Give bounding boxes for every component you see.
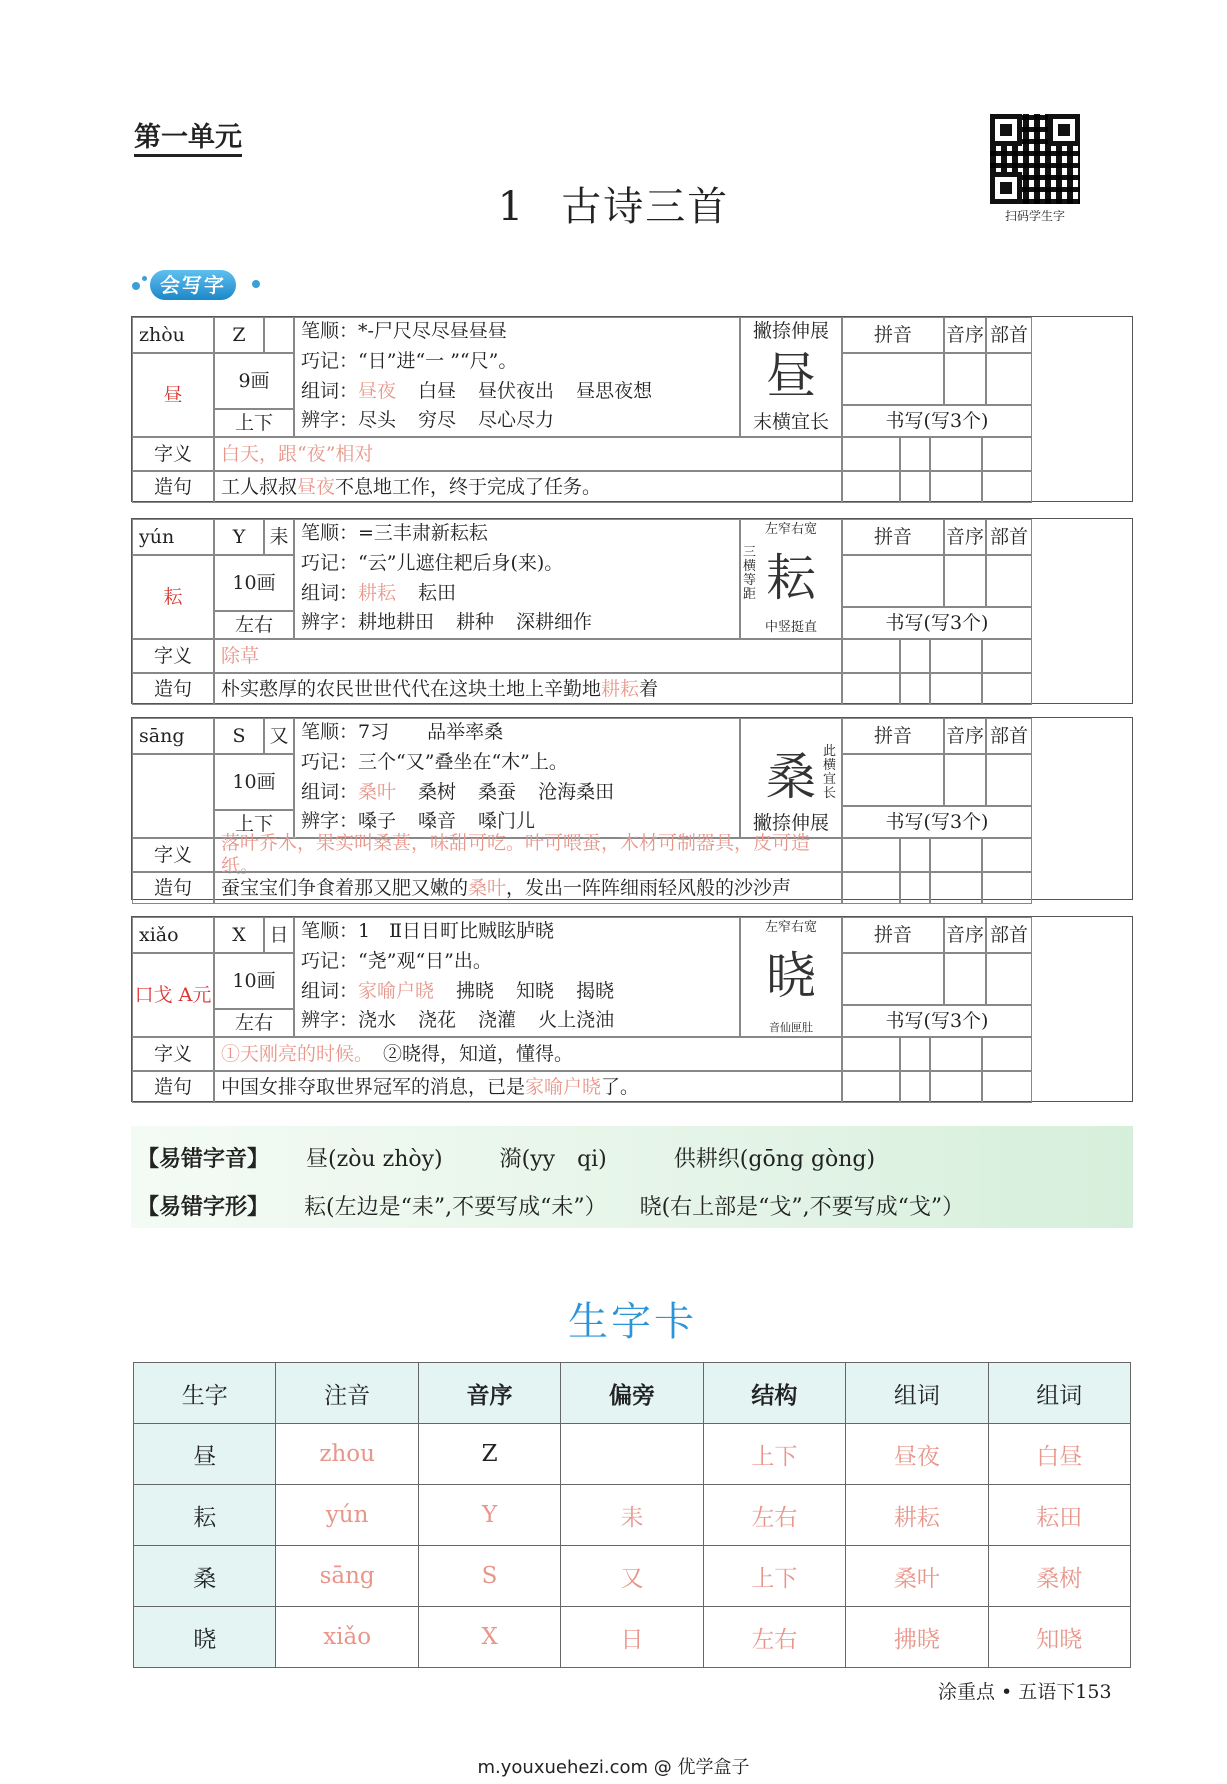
distinguish-word: 耕种 xyxy=(456,611,495,634)
card-initial: Y xyxy=(214,519,264,555)
table-cell: S xyxy=(418,1546,560,1607)
table-header: 组词 xyxy=(846,1363,988,1424)
sentence-cell xyxy=(214,673,842,705)
meaning-label: 字义 xyxy=(132,1037,214,1071)
calligraphy-box xyxy=(740,519,842,639)
col-order: 音序 xyxy=(944,519,986,555)
qr-code[interactable] xyxy=(990,114,1080,204)
write-box xyxy=(930,639,982,673)
word-highlight: 桑叶 xyxy=(358,780,397,803)
table-cell: 耘田 xyxy=(988,1485,1130,1546)
site-footer: m.youxuehezi.com @ 优学盒子 xyxy=(477,1757,750,1778)
card-structure: 左右 xyxy=(214,611,294,639)
card-pinyin: zhòu xyxy=(132,317,214,353)
section-label: 会写字 xyxy=(150,270,236,300)
label: 笔顺： xyxy=(301,320,359,342)
write-box xyxy=(982,1071,1032,1103)
calligraphy-box xyxy=(740,317,842,437)
card-initial: X xyxy=(214,917,264,953)
meaning-cell xyxy=(214,639,842,673)
table-header-row xyxy=(134,1363,1131,1424)
character-card xyxy=(131,717,1133,900)
write-box xyxy=(900,437,930,471)
order: *-尸尺尽尽昼昼昼 xyxy=(358,320,507,342)
table-header: 结构 xyxy=(703,1363,845,1424)
distinguish-word: 穷尽 xyxy=(418,409,457,432)
label: 辨字： xyxy=(301,409,359,432)
card-info xyxy=(294,718,740,838)
sentence-cell xyxy=(214,872,842,904)
error-sound-item: 供耕织(gōng gòng) xyxy=(673,1147,876,1172)
sentence-highlight: 昼夜 xyxy=(297,475,336,498)
table-cell: 耒 xyxy=(561,1485,703,1546)
sentence-pre: 中国女排夺取世界冠军的消息，已是 xyxy=(221,1075,526,1098)
card-radical: 日 xyxy=(264,917,294,953)
table-cell: 桑 xyxy=(134,1546,276,1607)
word: 昼伏夜出 xyxy=(478,379,555,402)
sentence-post: 不息地工作，终于完成了任务。 xyxy=(335,475,602,498)
calli-note-bottom: 撇捺伸展 xyxy=(752,812,829,835)
common-errors-box xyxy=(131,1126,1133,1228)
write-box xyxy=(982,437,1032,471)
calli-character: 桑 xyxy=(766,748,816,806)
sentence-label: 造句 xyxy=(132,872,214,904)
write-box xyxy=(842,838,900,872)
card-info xyxy=(294,519,740,639)
table-cell: 桑叶 xyxy=(846,1546,988,1607)
label: 笔顺： xyxy=(301,920,359,942)
word: 桑蚕 xyxy=(478,780,517,803)
write-box xyxy=(842,872,900,904)
write-box xyxy=(930,872,982,904)
table-cell: 昼夜 xyxy=(846,1424,988,1485)
write-box xyxy=(842,471,900,503)
sentence-pre: 工人叔叔 xyxy=(221,475,298,498)
tip: “云”儿遮住耙后身(来)。 xyxy=(358,551,564,574)
word: 耘田 xyxy=(418,581,457,604)
calli-note-side: 三横等距 xyxy=(743,545,757,602)
write-box xyxy=(842,1037,900,1071)
write-box xyxy=(982,872,1032,904)
table-cell: 上下 xyxy=(703,1546,845,1607)
sentence-cell xyxy=(214,471,842,503)
write-box xyxy=(842,1071,900,1103)
card-info xyxy=(294,917,740,1037)
word: 知晓 xyxy=(516,979,555,1002)
order: 1 Ⅱ日日町比贼眩胪晓 xyxy=(358,920,555,942)
write-box xyxy=(900,471,930,503)
table-cell: 左右 xyxy=(703,1485,845,1546)
card-strokes: 10画 xyxy=(214,953,294,1009)
word-highlight: 昼夜 xyxy=(358,379,397,402)
card-table-title: 生字卡 xyxy=(568,1299,697,1345)
write-box xyxy=(900,872,930,904)
write-box xyxy=(900,1071,930,1103)
col-write: 书写(写3个) xyxy=(842,1005,1032,1037)
write-box xyxy=(982,838,1032,872)
card-pinyin: xiǎo xyxy=(132,917,214,953)
col-radical: 部首 xyxy=(986,519,1032,555)
table-header: 组词 xyxy=(988,1363,1130,1424)
pinyin-box xyxy=(842,353,944,405)
col-write: 书写(写3个) xyxy=(842,806,1032,838)
sentence-post: 着 xyxy=(639,677,659,700)
card-character xyxy=(132,754,214,838)
qr-caption: 扫码学生字 xyxy=(1004,209,1065,223)
write-box xyxy=(900,1037,930,1071)
word: 桑树 xyxy=(418,780,457,803)
table-cell: Z xyxy=(418,1424,560,1485)
col-radical: 部首 xyxy=(986,718,1032,754)
table-cell: 晓 xyxy=(134,1607,276,1668)
tip: 三个“又”叠坐在“木”上。 xyxy=(358,750,568,773)
table-cell: 耕耘 xyxy=(846,1485,988,1546)
card-character: 昼 xyxy=(132,353,214,437)
order-box xyxy=(944,353,986,405)
label: 笔顺： xyxy=(301,721,359,743)
sentence-pre: 朴实憨厚的农民世世代代在这块土地上辛勤地 xyxy=(221,677,602,700)
meaning-label: 字义 xyxy=(132,838,214,872)
lesson-name: 古诗三首 xyxy=(561,184,730,230)
table-cell: sāng xyxy=(276,1546,418,1607)
table-cell xyxy=(561,1424,703,1485)
distinguish-word: 嗓子 xyxy=(358,810,397,833)
card-initial: S xyxy=(214,718,264,754)
radical-box xyxy=(986,754,1032,806)
calli-character: 昼 xyxy=(766,347,816,405)
word: 沧海桑田 xyxy=(538,780,615,803)
word-highlight: 家喻户晓 xyxy=(358,979,435,1002)
label: 巧记： xyxy=(301,349,359,372)
card-structure: 上下 xyxy=(214,810,294,838)
label: 组词： xyxy=(301,379,359,402)
meaning-text: ①天刚亮的时候。 xyxy=(221,1042,374,1065)
write-box xyxy=(982,639,1032,673)
label: 巧记： xyxy=(301,949,359,972)
tip: “尧”观“日”出。 xyxy=(358,949,492,972)
card-radical: 又 xyxy=(264,718,294,754)
distinguish-word: 嗓门儿 xyxy=(478,810,536,833)
table-cell: 又 xyxy=(561,1546,703,1607)
distinguish-word: 尽头 xyxy=(358,409,397,432)
calligraphy-box xyxy=(740,917,842,1037)
calli-note-bottom: 中竖挺直 xyxy=(764,620,817,636)
table-cell: zhou xyxy=(276,1424,418,1485)
col-order: 音序 xyxy=(944,718,986,754)
col-write: 书写(写3个) xyxy=(842,607,1032,639)
sentence-label: 造句 xyxy=(132,471,214,503)
col-pinyin: 拼音 xyxy=(842,519,944,555)
pinyin-box xyxy=(842,953,944,1005)
label: 组词： xyxy=(301,780,359,803)
col-pinyin: 拼音 xyxy=(842,718,944,754)
table-cell: 昼 xyxy=(134,1424,276,1485)
label: 巧记： xyxy=(301,551,359,574)
sentence-highlight: 桑叶 xyxy=(468,876,507,899)
table-cell: 桑树 xyxy=(988,1546,1130,1607)
table-cell: 知晓 xyxy=(988,1607,1130,1668)
col-write: 书写(写3个) xyxy=(842,405,1032,437)
order-box xyxy=(944,754,986,806)
table-row xyxy=(134,1485,1131,1546)
word: 揭晓 xyxy=(576,979,615,1002)
write-box xyxy=(930,838,982,872)
calli-character: 耘 xyxy=(766,549,816,607)
meaning-label: 字义 xyxy=(132,639,214,673)
calli-character: 晓 xyxy=(766,947,816,1005)
word: 昼思夜想 xyxy=(576,379,653,402)
table-cell: 日 xyxy=(561,1607,703,1668)
card-radical: 耒 xyxy=(264,519,294,555)
meaning-text: 白天，跟“夜”相对 xyxy=(221,442,374,465)
distinguish-word: 耕地耕田 xyxy=(358,611,435,634)
sentence-cell xyxy=(214,1071,842,1103)
meaning-cell xyxy=(214,437,842,471)
table-header: 生字 xyxy=(134,1363,276,1424)
card-strokes: 9画 xyxy=(214,353,294,409)
error-sound-label: 【易错字音】 xyxy=(137,1147,270,1172)
error-shape-item: 晓(右上部是“戈”,不要写成“戈”） xyxy=(639,1195,965,1220)
calli-note-bottom: 末横宜长 xyxy=(752,411,829,434)
card-structure: 上下 xyxy=(214,409,294,437)
word: 白昼 xyxy=(418,379,457,402)
write-box xyxy=(982,471,1032,503)
radical-box xyxy=(986,953,1032,1005)
write-box xyxy=(930,1071,982,1103)
sentence-highlight: 家喻户晓 xyxy=(525,1075,602,1098)
label: 辨字： xyxy=(301,611,359,634)
col-radical: 部首 xyxy=(986,917,1032,953)
calli-note-top: 左窄右宽 xyxy=(764,522,817,537)
character-card-table xyxy=(133,1362,1131,1668)
pinyin-box xyxy=(842,754,944,806)
order-box xyxy=(944,953,986,1005)
write-box xyxy=(930,673,982,705)
card-pinyin: yún xyxy=(132,519,214,555)
unit-title: 第一单元 xyxy=(134,122,242,157)
calli-note-top: 撇捺伸展 xyxy=(752,320,829,342)
card-strokes: 10画 xyxy=(214,555,294,611)
calli-note-side: 此横宜长 xyxy=(823,744,837,801)
write-box xyxy=(900,838,930,872)
table-cell: 白昼 xyxy=(988,1424,1130,1485)
calli-note-top: 左窄右宽 xyxy=(764,920,817,935)
section-badge xyxy=(132,268,262,304)
write-box xyxy=(900,673,930,705)
order: 7习 品举率桑 xyxy=(358,721,504,743)
distinguish-word: 尽心尽力 xyxy=(478,409,555,432)
meaning-cell xyxy=(214,832,842,877)
meaning-text: 除草 xyxy=(221,644,260,667)
page-number: 涂重点 • 五语下153 xyxy=(938,1681,1112,1703)
distinguish-word: 浇花 xyxy=(418,1009,457,1032)
table-cell: 耘 xyxy=(134,1485,276,1546)
write-box xyxy=(982,673,1032,705)
table-header: 音序 xyxy=(418,1363,560,1424)
distinguish-word: 嗓音 xyxy=(418,810,457,833)
calligraphy-box xyxy=(740,718,842,838)
col-order: 音序 xyxy=(944,317,986,353)
meaning-text-2: ②晓得，知道，懂得。 xyxy=(383,1042,574,1065)
table-cell: 拂晓 xyxy=(846,1607,988,1668)
col-radical: 部首 xyxy=(986,317,1032,353)
distinguish-word: 火上浇油 xyxy=(538,1009,615,1032)
error-sound-item: 漪(yy qi) xyxy=(499,1147,607,1172)
label: 笔顺： xyxy=(301,522,359,544)
table-cell: Y xyxy=(418,1485,560,1546)
write-box xyxy=(930,471,982,503)
table-cell: xiǎo xyxy=(276,1607,418,1668)
label: 组词： xyxy=(301,581,359,604)
label: 辨字： xyxy=(301,1009,359,1032)
word-highlight: 耕耘 xyxy=(358,581,397,604)
distinguish-word: 浇水 xyxy=(358,1009,397,1032)
sentence-label: 造句 xyxy=(132,673,214,705)
label: 组词： xyxy=(301,979,359,1002)
write-box xyxy=(900,639,930,673)
calli-note-bottom: 音仙匣肚 xyxy=(769,1020,813,1034)
error-shape-item: 耘(左边是“耒”,不要写成“未”） xyxy=(304,1195,607,1220)
sentence-post: ，发出一阵阵细雨轻风般的沙沙声 xyxy=(506,876,792,899)
card-pinyin: sāng xyxy=(132,718,214,754)
lesson-number: 1 xyxy=(497,184,526,230)
write-box xyxy=(842,437,900,471)
word: 拂晓 xyxy=(456,979,495,1002)
write-box xyxy=(842,639,900,673)
distinguish-word: 深耕细作 xyxy=(516,611,593,634)
table-cell: X xyxy=(418,1607,560,1668)
character-card xyxy=(131,518,1133,704)
sentence-pre: 蚕宝宝们争食着那又肥又嫩的 xyxy=(221,876,469,899)
error-shape-label: 【易错字形】 xyxy=(137,1195,270,1220)
write-box xyxy=(930,437,982,471)
pinyin-box xyxy=(842,555,944,607)
label: 巧记： xyxy=(301,750,359,773)
sentence-post: 了。 xyxy=(601,1075,640,1098)
col-order: 音序 xyxy=(944,917,986,953)
meaning-cell xyxy=(214,1037,842,1071)
card-character: 口戈 A元 xyxy=(132,953,214,1037)
meaning-label: 字义 xyxy=(132,437,214,471)
order-box xyxy=(944,555,986,607)
distinguish-word: 浇灌 xyxy=(478,1009,517,1032)
write-box xyxy=(982,1037,1032,1071)
table-header: 注音 xyxy=(276,1363,418,1424)
table-row xyxy=(134,1546,1131,1607)
meaning-text: 落叶乔木，果实叫桑葚，味甜可吃。叶可喂蚕，木材可制器具，皮可造纸。 xyxy=(221,832,811,877)
table-cell: yún xyxy=(276,1485,418,1546)
radical-box xyxy=(986,555,1032,607)
error-shape-row xyxy=(137,1190,964,1221)
write-box xyxy=(842,673,900,705)
card-initial: Z xyxy=(214,317,264,353)
card-radical xyxy=(264,317,294,353)
table-header: 偏旁 xyxy=(561,1363,703,1424)
label: 辨字： xyxy=(301,810,359,833)
table-cell: 左右 xyxy=(703,1607,845,1668)
card-structure: 左右 xyxy=(214,1009,294,1037)
error-sound-row xyxy=(137,1142,875,1173)
table-row xyxy=(134,1424,1131,1485)
tip: “日”进“一 ”“尺”。 xyxy=(358,349,518,372)
card-character: 耘 xyxy=(132,555,214,639)
col-pinyin: 拼音 xyxy=(842,917,944,953)
table-cell: 上下 xyxy=(703,1424,845,1485)
table-row xyxy=(134,1607,1131,1668)
character-card xyxy=(131,316,1133,502)
write-box xyxy=(930,1037,982,1071)
error-sound-item: 昼(zòu zhòy) xyxy=(306,1147,443,1172)
card-strokes: 10画 xyxy=(214,754,294,810)
col-pinyin: 拼音 xyxy=(842,317,944,353)
radical-box xyxy=(986,353,1032,405)
sentence-highlight: 耕耘 xyxy=(601,677,640,700)
card-info xyxy=(294,317,740,437)
character-card xyxy=(131,916,1133,1102)
order: =三丰肃新耘耘 xyxy=(358,522,488,544)
sentence-label: 造句 xyxy=(132,1071,214,1103)
